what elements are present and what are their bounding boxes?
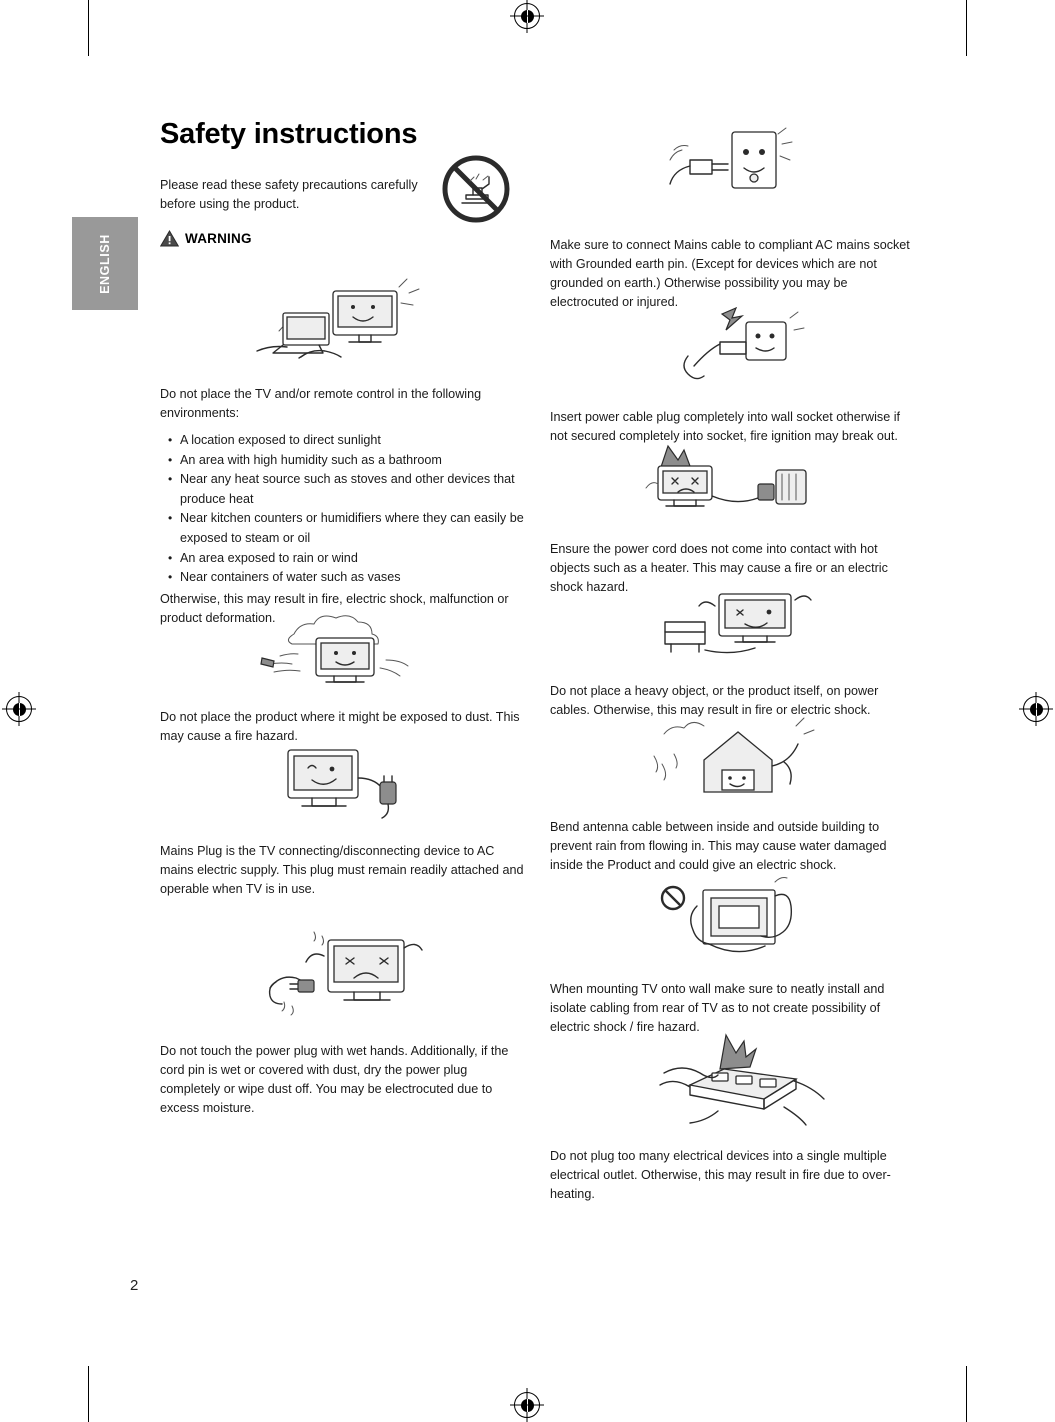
dust-text: Do not place the product where it might be exposed to dust. This may cause a fire hazard.: [160, 710, 520, 743]
list-item: • Near containers of water such as vases: [160, 568, 528, 588]
heater-near-cord-icon: [644, 440, 824, 522]
wall-mount-text: When mounting TV onto wall make sure to neatly install and isolate cabling from rear of TV as to not create possibility of electric shock / fire hazard.: [550, 982, 885, 1034]
list-item: • Near any heat source such as stoves and other devices that produce heat: [160, 470, 528, 509]
warning-triangle-icon: [160, 230, 179, 247]
right-block-antenna: [550, 716, 918, 875]
antenna-cable-drip-loop-icon: [644, 716, 824, 800]
left-block-dust: [160, 608, 528, 746]
right-block-overloaded-outlet: [550, 1033, 918, 1204]
left-block-environments: [160, 273, 528, 628]
environments-tail: Otherwise, this may result in fire, electric shock, malfunction or product deformation.: [160, 591, 509, 625]
registration-mark-left: [6, 696, 32, 722]
wet-hands-text: Do not touch the power plug with wet hands. Additionally, if the cord pin is wet or covered with dust, dry the power plug completely or wipe dust off. You may be electrocuted due to excess moisture.: [160, 1044, 509, 1115]
language-tab-label: ENGLISH: [98, 233, 112, 294]
warning-heading: [160, 230, 252, 247]
heavy-object-on-cable-icon: [649, 580, 819, 664]
crop-mark-top-right: [966, 0, 967, 56]
tv-mains-plug-icon: [264, 738, 424, 824]
list-item: • An area exposed to rain or wind: [160, 549, 528, 569]
prohibition-no-spray-icon: [440, 153, 512, 225]
list-item: • An area with high humidity such as a bathroom: [160, 451, 528, 471]
crop-mark-bottom-left: [88, 1366, 89, 1422]
insert-plug-fully-icon: [654, 304, 814, 390]
warning-label: WARNING: [185, 231, 252, 246]
tv-dust-cloud-icon: [254, 608, 434, 688]
page-title: Safety instructions: [160, 118, 418, 150]
overloaded-power-strip-icon: [634, 1033, 834, 1129]
page-number: 2: [130, 1277, 139, 1294]
registration-mark-bottom: [514, 1392, 540, 1418]
grounded-socket-text: Make sure to connect Mains cable to compliant AC mains socket with Grounded earth pin. (Except for devices which are not grounded on earth.) Otherwise possibility you may be electrocuted or injured.: [550, 238, 910, 309]
right-block-grounded-socket: [550, 126, 918, 312]
heater-text: Ensure the power cord does not come into contact with hot objects such as a heater. This may cause a fire or an electric shock hazard.: [550, 542, 888, 594]
crop-mark-bottom-right: [966, 1366, 967, 1422]
left-block-wet-hands: [160, 928, 528, 1118]
overloaded-outlet-text: Do not plug too many electrical devices into a single multiple electrical outlet. Otherwise, this may result in fire due to over-heating.: [550, 1149, 891, 1201]
registration-mark-top: [514, 3, 540, 29]
crop-mark-top-left: [88, 0, 89, 56]
list-item: • Near kitchen counters or humidifiers where they can easily be exposed to steam or oil: [160, 509, 528, 548]
right-block-heavy-object: [550, 580, 918, 720]
registration-mark-right: [1023, 696, 1049, 722]
wall-mount-cabling-icon: [649, 876, 819, 962]
wet-hands-plug-icon: [254, 928, 434, 1022]
right-block-insert-plug: [550, 304, 918, 446]
insert-plug-text: Insert power cable plug completely into wall socket otherwise if not secured completely into socket, fire ignition may break out.: [550, 410, 900, 443]
antenna-text: Bend antenna cable between inside and outside building to prevent rain from flowing in. This may cause water damaged inside the Product and could give an electric shock.: [550, 820, 887, 872]
language-tab: [72, 217, 138, 310]
list-item: • A location exposed to direct sunlight: [160, 431, 528, 451]
right-block-wall-mount: [550, 876, 918, 1037]
page-content: [160, 118, 932, 1238]
grounded-socket-icon: [654, 126, 814, 218]
tv-on-desk-sunlight-icon: [249, 273, 439, 363]
right-block-heater: [550, 440, 918, 597]
left-block-mains-plug: [160, 738, 528, 899]
environments-list: [160, 431, 528, 588]
mains-plug-text: Mains Plug is the TV connecting/disconnecting device to AC mains electric supply. This plug must remain readily attached and operable when TV is in use.: [160, 844, 524, 896]
heavy-object-text: Do not place a heavy object, or the product itself, on power cables. Otherwise, this may result in fire or electric shock.: [550, 684, 879, 717]
environments-lead: Do not place the TV and/or remote control in the following environments:: [160, 387, 482, 420]
intro-paragraph: Please read these safety precautions carefully before using the product.: [160, 178, 418, 211]
